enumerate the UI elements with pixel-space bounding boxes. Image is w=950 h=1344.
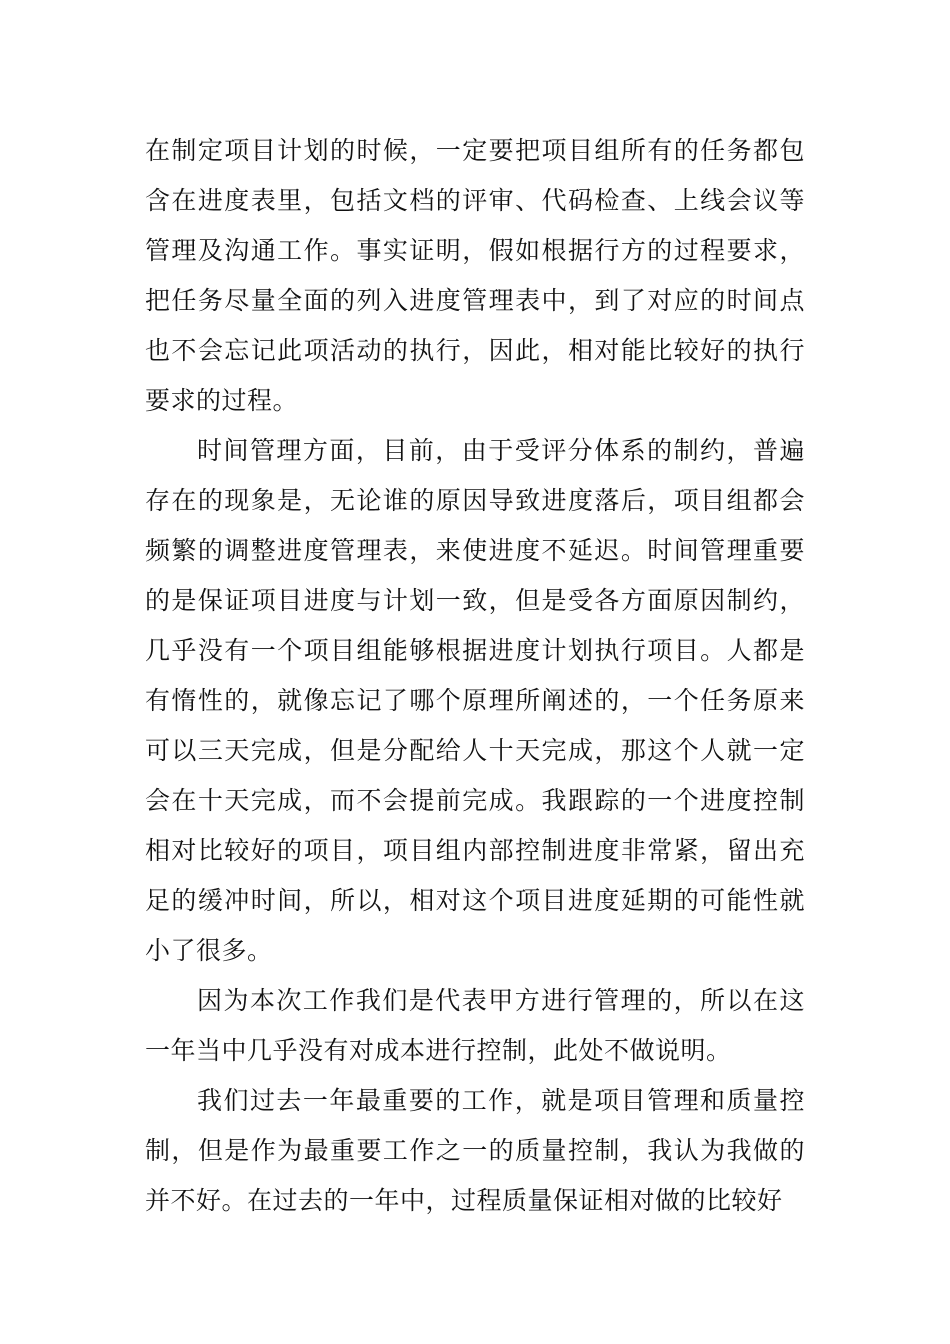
paragraph-1: 在制定项目计划的时候，一定要把项目组所有的任务都包含在进度表里，包括文档的评审、代码检查、上线会议等管理及沟通工作。事实证明，假如根据行方的过程要求，把任务尽量全面的列入进度管理表中，到了对应的时间点也不会忘记此项活动的执行，因此，相对能比较好的执行要求的过程。 bbox=[145, 136, 805, 415]
paragraph-4: 我们过去一年最重要的工作，就是项目管理和质量控制，但是作为最重要工作之一的质量控制，我认为我做的并不好。在过去的一年中，过程质量保证相对做的比较好 bbox=[145, 1086, 805, 1215]
paragraph-3: 因为本次工作我们是代表甲方进行管理的，所以在这一年当中几乎没有对成本进行控制，此处不做说明。 bbox=[145, 986, 805, 1065]
paragraph-2: 时间管理方面，目前，由于受评分体系的制约，普遍存在的现象是，无论谁的原因导致进度落后，项目组都会频繁的调整进度管理表，来使进度不延迟。时间管理重要的是保证项目进度与计划一致，但是受各方面原因制约，几乎没有一个项目组能够根据进度计划执行项目。人都是有惰性的，就像忘记了哪个原理所阐述的，一个任务原来可以三天完成，但是分配给人十天完成，那这个人就一定会在十天完成，而不会提前完成。我跟踪的一个进度控制相对比较好的项目，项目组内部控制进度非常紧，留出充足的缓冲时间，所以，相对这个项目进度延期的可能性就小了很多。 bbox=[145, 436, 805, 965]
document-page bbox=[145, 126, 805, 1226]
